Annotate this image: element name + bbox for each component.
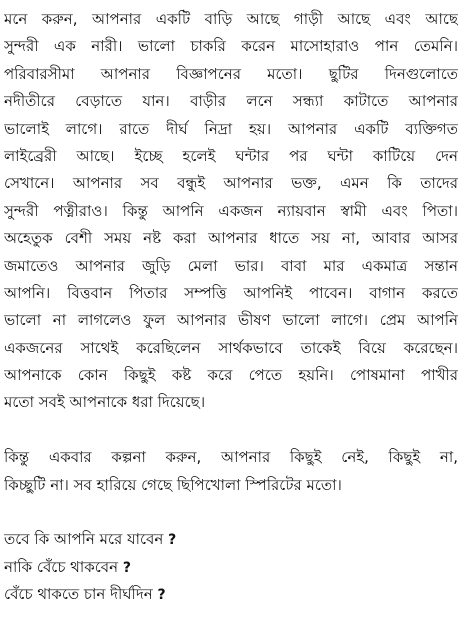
text-line: একজনের সাথেই করেছিলেন সার্থকভাবে তাকেই বিয়ে করেছেন। — [4, 338, 458, 357]
question-mark: ? — [122, 559, 131, 576]
text-line: সেখানে। আপনার সব বন্ধুই আপনার ভক্ত, এমন কি তাদের — [4, 174, 458, 193]
text-line: অহেতুক বেশী সময় নষ্ট করা আপনার ধাতে সয় না, আবার আসর — [4, 229, 458, 248]
question-mark: ? — [157, 587, 166, 604]
question-mark: ? — [168, 532, 177, 549]
text-line: সুন্দরী এক নারী। ভালো চাকরি করেন মাসোহারাও পান তেমনি। — [4, 37, 458, 56]
question-line — [4, 581, 458, 608]
text-line: জমাতেও আপনার জুড়ি মেলা ভার। বাবা মার একমাত্র সন্তান — [4, 256, 458, 275]
paragraph-spacer — [4, 417, 458, 444]
question-list — [4, 526, 458, 608]
paragraph-spacer — [4, 499, 458, 526]
text-line: মতো সবই আপনাকে ধরা দিয়েছে। — [4, 393, 206, 412]
text-line: লাইব্রেরী আছে। ইচ্ছে হলেই ঘন্টার পর ঘন্টা কাটিয়ে দেন — [4, 146, 458, 165]
text-line: ভালোই লাগে। রাতে দীর্ঘ নিদ্রা হয়। আপনার একটি ব্যক্তিগত — [4, 119, 458, 138]
text-line: কিচ্ছুটি না। সব হারিয়ে গেছে ছিপিখোলা স্পিরিটের মতো। — [4, 475, 342, 494]
text-line: মনে করুন, আপনার একটি বাড়ি আছে গাড়ী আছে এবং আছে — [4, 10, 458, 28]
text-line: পরিবারসীমা আপনার বিজ্ঞাপনের মতো। ছুটির দিনগুলোতে — [4, 64, 458, 83]
text-line: কিন্তু একবার কল্পনা করুন, আপনার কিছুই নেই, কিছুই না, — [4, 448, 458, 467]
question-text: বেঁচে থাকতে চান দীর্ঘদিন — [4, 585, 158, 604]
paragraph-1 — [4, 6, 458, 417]
text-line: ভালো না লাগলেও ফুল আপনার ভীষণ ভালো লাগে। প্রেম আপনি — [4, 311, 458, 330]
question-text: নাকি বেঁচে থাকবেন — [4, 557, 123, 576]
text-line: আপনি। বিত্তবান পিতার সম্পত্তি আপনিই পাবেন। বাগান করতে — [4, 283, 458, 302]
paragraph-2 — [4, 444, 458, 499]
text-line: আপনাকে কোন কিছুই কষ্ট করে পেতে হয়নি। পোষমানা পাখীর — [4, 366, 458, 385]
question-line — [4, 554, 458, 581]
text-line: সুন্দরী পত্নীরাও। কিন্তু আপনি একজন ন্যায়বান স্বামী এবং পিতা। — [4, 201, 458, 220]
question-line — [4, 526, 458, 553]
question-text: তবে কি আপনি মরে যাবেন — [4, 530, 169, 549]
text-line: নদীতীরে বেড়াতে যান। বাড়ীর লনে সন্ধ্যা কাটাতে আপনার — [4, 92, 458, 111]
